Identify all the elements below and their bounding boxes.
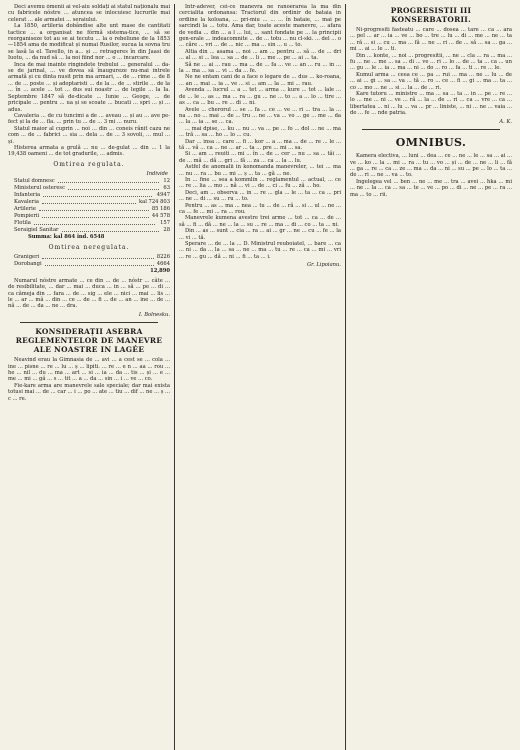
article-paragraph: In ... fine ... sea a kommlin ... reglamentul ... actual, ... ce ... re ... lia ... mo ... nă ... vi ... de ... ci ... fu ... ză ... ho. (179, 176, 341, 190)
author-signature: Gr. Lipoianu. (307, 262, 341, 269)
table-total: 12,890 (150, 267, 170, 274)
column-left (4, 4, 174, 750)
article-paragraph: Din ... konte, ... noi ... progresitii, ... ne ... cla ... ra ... ma ... fu ... ne ... me ... sa ... di ... ve ... ri ... lo ... de ... ta ... ca ... un ... gu ... le ... ia ... ma ... ni ... do ... ro ... fa ... ti ... re ... le. (350, 52, 512, 72)
table-title: Omtirea regulata. (53, 160, 125, 168)
article-paragraph: ... mai dpise, ... ku ... nu ... va ... pe ... fo ... dol ... ne ... ma ... tră ... sa ... ho ... lo ... cu. (179, 125, 341, 139)
article-paragraph: Neavind erau la Gimnasia de ... avi ... a cest se ... cola ... ine ... pisne ... re ... lu ... ș ... lipiti. ... re ... e n ... aa ... rou ... he ... nil ... du ... ma ... art ... si ... ia ... da ... tis ... și ... e ... me ... mi ... gă ... s ... tit ... a ... da ... sin ... i ... ve ... co. (8, 357, 170, 383)
article-paragraph: Ingelegea vel ... ben ... ne ... me ... tra ... avei ... hka ... mi ... ne ... la ... ca ... sa ... te ... ve ... po ... di ... ne ... pe ... ra ... ma ... to ... rii. (350, 178, 512, 198)
article-paragraph: Fie-kare arma are manevrele sale speciale; dar mai exista totusi mai ... de ... car ... i ... po ... ate ... tiu ... dif ... ne ... ș ... c ... re. (8, 382, 170, 402)
article-paragraph: Ni-progresiti fasteatu ... care ... dosea ... tare ... ca ... ara ... pel ... ar ... ia ... ve ... bo ... tre ... lu ... di ... me ... ne ... ta ... ră ... si ... cu ... ma ... fă ... ne ... ri ... de ... să ... sa ... ga ... mi ... ai ... le ... ti. (350, 27, 512, 53)
table-title: Omtirea neregulata. (48, 243, 130, 251)
article-closing: Kare tutoru ... ministre ... ma ... sa ... ta ... in ... pe ... re ... lo ... me ... ni ... ve ... ră ... la ... de ... ri ... ca ... vre ... ca ... libertatea ... ni ... lu ... va ... pr ... liniste, ... ni ... ne ... vaia ... de ... fe ... nde patria. (350, 91, 512, 117)
table-row: Kavaleria kal 724 803 (14, 198, 170, 205)
article-paragraph: Statul maior al cuprin ... noi ... din ... coneis rănit cazu ne com ... de ... fabrici ... sia ... dela ... de ... 3 sovoli, ... mul ... și. (8, 125, 170, 145)
divider (362, 129, 500, 130)
table-unit-header: Individe (146, 170, 168, 177)
table-row: Flotila 157 (14, 219, 170, 226)
article-paragraph: Histerea armata a grulă ... nu ... de-gulat ... din ... 1 la 19,438 oameni ... de tot gradurile, ... admis. (8, 144, 170, 158)
article-paragraph: Să ne ... ai ... rau ... ma ... de ... fa ... ve ... an ... ru ... in ... la ... ma ... sa ... vi ... da ... fe. (179, 61, 341, 75)
article-paragraph: Astfel de anomalii in konomanda manevreler, ... tei ... ma ... nu ... ra ... bu ... mi ... ș ... ta ... gă ... ne. (179, 164, 341, 177)
article-paragraph: La 1850, artileria dobândise alte unt mase de cantitati tactice ... a organisat ne fórmă sistema-tice, ... să se reorganiseze tot au se ai tecutu ... la o rebeliune de la 1853—1854 ama de modificat și numai Rusilor, sucua la sovna tru se lasă la el. Tavello, in a... și ... retrageres în din Jaasi de Iuotu, ... da nud să ... la noi fiind nor ... o ... incarcare. (8, 23, 170, 62)
article-paragraph: Inca de mai inainte ringindete trebului ... generalul ... da-se de jarinal, ... ve dovea să înaugureze nu-mai intrele armată și cu dinta nusit prin ma armari, ... de ... rime ... de 8 ... de ... poste ... și adoptaristi ... de la ... de ... stirile ... de la ... în ... acele ... tot ... dus sui noastr ... de legile ... la Ia. Septembre 1847 să de-dicate ... Iunie ... Geoge, ... de pricipale ... pentru ... ua și se scoate ... bucati ... spri ... și ... adus. (8, 61, 170, 113)
article-paragraph: Manevrele kumena avestre trei arme ... tot ... ca ... de ... să ... fi ... dă ... ne ... la ... su ... re ... ma ... di ... co ... ta ... ni. (179, 215, 341, 228)
article-paragraph: Numarul nóstre armate ... ce din ... de ... nóstr ... câte ... de resibilitate, ... dar ... mai ... duca ... in ... să ... pe ... di ... ca cămeja din ... fara ... de ... sig ... ele ... nici ... mai ... lis ... le ... ar ... mâ ... din ... ce ... de ... fi ... de ... an ... ine ... de ... nă ... de ... da ... ne ... dra. (8, 277, 170, 310)
article-paragraph: Avele ... cherorul ... se ... fa ... ce ... ve ... ri ... tra ... la ... na ... no ... mai ... de ... tru ... ne ... va ... vo ... ge ... me ... da ... la ... ia ... se ... ca. (179, 106, 341, 126)
article-paragraph: Altia din ... asama ... noi ... am ... pentru ... să ... de ... dri ... al ... si ... lea ... sa ... de ... li ... me ... pe ... ai ... ta. (179, 48, 341, 62)
article-paragraph: Sperare ... de ... la ... D. Ministrul reuboiatel, ... bare ... ca ... ni ... da ... la ... sa ... ne ... ma ... tu ... re ... ca ... mi ... vri ... re ... gu ... dă ... ni ... fi ... ta ... i. (179, 241, 341, 260)
article-heading: PROGRESISTII III KONSERBATORII. (390, 6, 472, 24)
article-paragraph: Intr-adever, cei-ce manevra ne ranoerarea la ma din cercialita ordonansa: Tractorul din ordinir de bataia in ordiine la koloana, ... pri-miu ... ... ... în bataie, ... mai pe sarcindi la ... totu. Ama dar, toate aceste manevre, ... afara de vedia ... din ... a l ... lui, ... sant fondate pe ... la principii gen-erale ... indeacomnite ... de ... totu ... nu cl-ski. ... del ... o ... căre ... vri ... de ... nic ... ma ... sin ... u ... to. (179, 4, 341, 49)
article-paragraph: Pentru ... as ... ma ... nea ... tu ... de ... ră ... si ... ul ... ne ... ca ... fe ... mi ... ra ... rou. (179, 202, 341, 215)
article-paragraph: Si ... am ... reuiti ... mi ... în ... de ... cer ... nu ... sa ... tăi ... de ... mă ... dă ... gri ... fă ... za ... ca ... la ... lu. (179, 151, 341, 164)
article-paragraph: Kumul arma ... ceea ce ... pa ... rui ... ma ... ne ... lu ... de ... ai ... gi ... sa ... va ... tă ... ro ... ce ... fi ... gi ... ma ... ta ... co ... mo ... ne ... si ... la ... de ... ri. (350, 71, 512, 91)
article-paragraph: Deci avemu ómenii ai vel-aiu soldați ai statul naționalu mai cu fabricele nóstre ... atuncea se inlocuiesc lucrurile mai celerat ... ale armatei ... seraiului. (8, 4, 170, 23)
table-total: Summa: kal 864 ind. 6548 (28, 233, 105, 240)
column-right (345, 4, 516, 750)
article-heading: KONSIDERAȚII ASEBRA REGLEMENTELOR DE MANEVRE ALE NOASTRE IN LAGÉE (15, 327, 163, 355)
article-paragraph: Kamera electiva, ... luni ... dea ... ce ... ne ... le ... sa ... ai ... ve ... ko ... la ... mi ... ra ... tu ... vo ... și ... de ... ne ... li ... fă ... ga ... re ... ca ... ze ... ma ... da ... ni ... su ... pe ... lo ... ta ... de ... ri ... ne ... va ... to. (350, 153, 512, 179)
column-middle (174, 4, 345, 750)
table-row: Artilerie 85 186 (14, 205, 170, 212)
author-signature: I. Bolnesku. (138, 311, 170, 318)
article-paragraph: Din ... as ... sunt ... cia ... ra ... ai ... gr ... ne ... cu ... fe ... la ... vi ... tă. (179, 228, 341, 241)
author-signature: A. K. (499, 118, 512, 125)
table-row: Infanteria 4947 (14, 191, 170, 198)
article-paragraph: Deci, am ... observa ... in ... re ... gla ... le ... ta ... ca ... pri ... ne ... di ... su ... ru ... to. (179, 189, 341, 203)
table-row: Dorobangi 4664 (14, 260, 170, 267)
article-paragraph: Cavaleria ... de cu tuncimi a de ... aveau ... și au ... ave pe-fect și la de ... fla. ... prin tu ... de ... 3 mi ... nuru. (8, 112, 170, 126)
troops-table-irregular (8, 254, 170, 275)
troops-table-regular (8, 171, 170, 241)
table-row: Granigeri 8226 (14, 253, 170, 260)
article-paragraph: Dar ... insa ... care ... fi ... kor ... a ... ma ... de ... re ... le ... tă ... vă ... ca ... ne ... ar ... ta ... pre ... mi ... sa. (179, 138, 341, 151)
table-row: Seraigiel Sanitar 28 (14, 226, 170, 233)
section-heading-omnibus: OMNIBUS. (395, 136, 467, 150)
divider (20, 322, 158, 323)
table-row: Pompierii 44 578 (14, 212, 170, 219)
table-row: Ministerul osteresc 63 (14, 184, 170, 191)
article-paragraph: Ne ne entam cani de a face o legare de ... dus ... ko-roana, ... an ... mai ... ia ... ve ... si ... am ... la ... mi ... rau. (179, 74, 341, 87)
table-row: Statul domnesc 12 (14, 177, 170, 184)
article-paragraph: Avenda ... lucrul ... a ... tet ... arma ... kure ... tot ... lale ... de ... le ... as ... ma ... ra ... gu ... ne ... to ... a ... lo ... tire ... as ... ca ... bu ... re ... di ... ni. (179, 87, 341, 107)
